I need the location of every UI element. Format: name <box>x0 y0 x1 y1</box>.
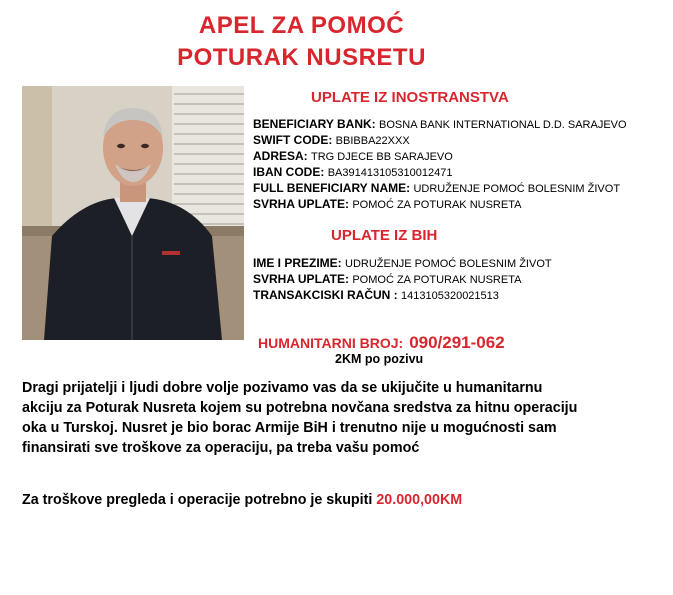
foreign-bank-value: BOSNA BANK INTERNATIONAL D.D. SARAJEVO <box>379 119 627 131</box>
foreign-row-address <box>253 148 453 165</box>
foreign-purpose-value: POMOĆ ZA POTURAK NUSRETA <box>352 199 522 211</box>
price-per-call: 2KM po pozivu <box>335 352 424 366</box>
foreign-swift-key: SWIFT CODE: <box>253 133 333 147</box>
domestic-purpose-key: SVRHA UPLATE: <box>253 272 349 286</box>
appeal-title-line2: POTURAK NUSRETU <box>177 44 426 71</box>
foreign-row-bank <box>253 116 627 133</box>
domestic-name-value: UDRUŽENJE POMOĆ BOLESNIM ŽIVOT <box>345 258 552 270</box>
foreign-row-iban <box>253 164 452 181</box>
foreign-bank-key: BENEFICIARY BANK: <box>253 117 376 131</box>
foreign-address-value: TRG DJECE BB SARAJEVO <box>311 151 453 163</box>
domestic-account-key: TRANSAKCISKI RAČUN : <box>253 288 398 302</box>
foreign-swift-value: BBIBBA22XXX <box>335 135 410 147</box>
domestic-row-name <box>253 255 552 272</box>
foreign-address-key: ADRESA: <box>253 149 308 163</box>
foreign-purpose-key: SVRHA UPLATE: <box>253 197 349 211</box>
domestic-purpose-value: POMOĆ ZA POTURAK NUSRETA <box>352 274 522 286</box>
portrait-photo <box>22 86 244 340</box>
appeal-paragraph: Dragi prijatelji i ljudi dobre volje pozivamo vas da se ukijučite u humanitarnu akciju za Poturak Nusreta kojem su potrebna novčana sredstva za hitnu operaciju oka u Turskoj. Nusret je bio borac Armije BiH i trenutno nije u mogućnosti sam finansirati sve troškove za operaciju, pa treba vašu pomoć <box>22 380 578 456</box>
goal-amount: 20.000,00KM <box>376 492 463 508</box>
goal-text: Za troškove pregleda i operacije potrebno je skupiti <box>22 492 377 508</box>
humanitarian-phone: 090/291-062 <box>409 333 505 352</box>
domestic-row-purpose <box>253 271 521 288</box>
foreign-iban-key: IBAN CODE: <box>253 165 325 179</box>
humanitarian-number <box>258 333 505 353</box>
domestic-name-key: IME I PREZIME: <box>253 256 342 270</box>
fundraising-goal <box>22 492 462 508</box>
domestic-account-value: 1413105320021513 <box>401 290 499 302</box>
foreign-payments-heading: UPLATE IZ INOSTRANSTVA <box>311 89 509 106</box>
portrait-illustration <box>22 86 244 340</box>
foreign-row-swift <box>253 132 410 149</box>
domestic-payments-heading: UPLATE IZ BIH <box>331 227 438 244</box>
foreign-beneficiary-key: FULL BENEFICIARY NAME: <box>253 181 411 195</box>
humanitarian-label: HUMANITARNI BROJ: <box>258 335 404 351</box>
foreign-row-purpose <box>253 196 521 213</box>
foreign-iban-value: BA391413105310012471 <box>327 167 453 179</box>
foreign-row-beneficiary <box>253 180 620 197</box>
foreign-beneficiary-value: UDRUŽENJE POMOĆ BOLESNIM ŽIVOT <box>413 183 621 195</box>
appeal-title-line1: APEL ZA POMOĆ <box>198 12 405 39</box>
domestic-row-account <box>253 287 499 304</box>
